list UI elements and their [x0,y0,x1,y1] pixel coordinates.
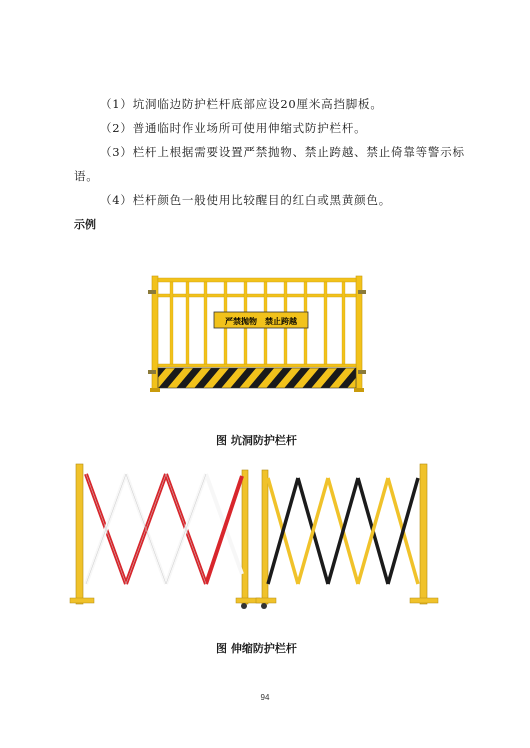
red-white-fence [70,464,260,609]
paragraph-4: （4）栏杆颜色一般使用比较醒目的红白或黑黄颜色。 [100,193,392,207]
figure-2-caption: 图 伸缩防护栏杆 [216,642,297,655]
retractable-railing-image [66,462,446,614]
figure-1-caption: 图 坑洞防护栏杆 [216,434,297,447]
paragraph-1: （1）坑洞临边防护栏杆底部应设20厘米高挡脚板。 [100,97,383,111]
paragraph-3-continuation: 语。 [74,169,99,183]
pit-guard-railing-image [146,274,368,394]
paragraph-3: （3）栏杆上根据需要设置严禁抛物、禁止跨越、禁止倚靠等警示标 [100,145,465,159]
section-heading: 示例 [74,218,96,231]
page-number: 94 [260,693,270,702]
paragraph-2: （2）普通临时作业场所可使用伸缩式防护栏杆。 [100,121,367,135]
black-yellow-fence [256,464,438,609]
warning-sign-text: 严禁抛物 禁止跨越 [225,317,297,326]
